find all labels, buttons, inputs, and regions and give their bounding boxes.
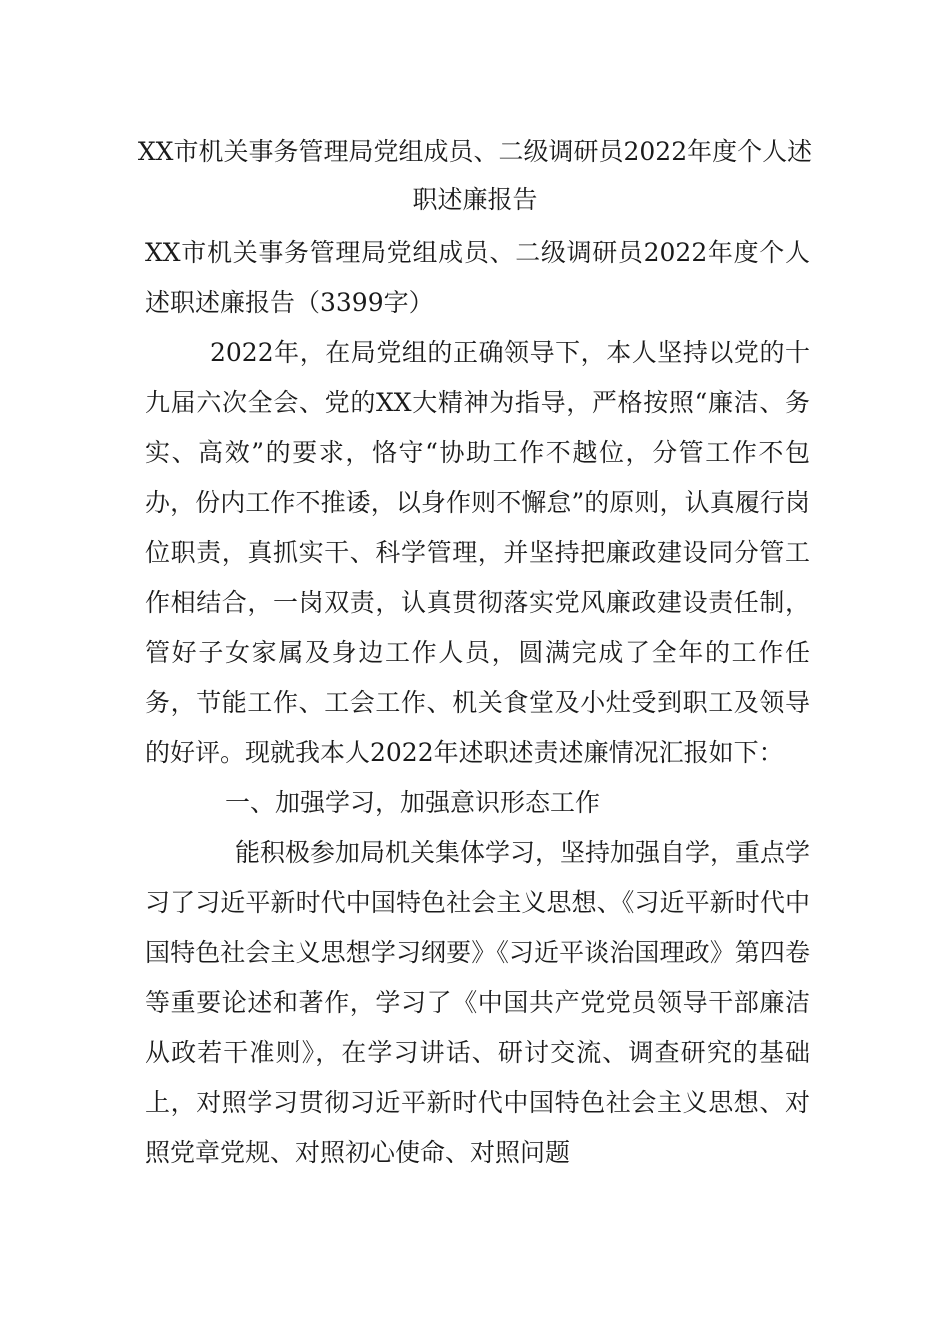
document-body	[145, 228, 810, 1178]
document-subtitle: XX市机关事务管理局党组成员、二级调研员2022年度个人述职述廉报告（3399字）	[145, 238, 810, 317]
section-heading-1: 一、加强学习，加强意识形态工作	[225, 788, 601, 817]
paragraph-intro: 2022年，在局党组的正确领导下，本人坚持以党的十九届六次全会、党的XX大精神为指导，严格按照“廉洁、务实、高效”的要求，恪守“协助工作不越位，分管工作不包办，份内工作不推诿，以身作则不懈怠”的原则，认真履行岗位职责，真抓实干、科学管理，并坚持把廉政建设同分管工作相结合，一岗双责，认真贯彻落实党风廉政建设责任制，管好子女家属及身边工作人员，圆满完成了全年的工作任务，节能工作、工会工作、机关食堂及小灶受到职工及领导的好评。现就我本人2022年述职述责述廉情况汇报如下：	[145, 338, 810, 767]
document-title: XX市机关事务管理局党组成员、二级调研员2022年度个人述职述廉报告	[137, 137, 813, 214]
paragraph-study: 能积极参加局机关集体学习，坚持加强自学，重点学习了习近平新时代中国特色社会主义思想、《习近平新时代中国特色社会主义思想学习纲要》《习近平谈治国理政》第四卷等重要论述和著作，学习了《中国共产党党员领导干部廉洁从政若干准则》，在学习讲话、研讨交流、调查研究的基础上，对照学习贯彻习近平新时代中国特色社会主义思想、对照党章党规、对照初心使命、对照问题	[145, 838, 811, 1167]
